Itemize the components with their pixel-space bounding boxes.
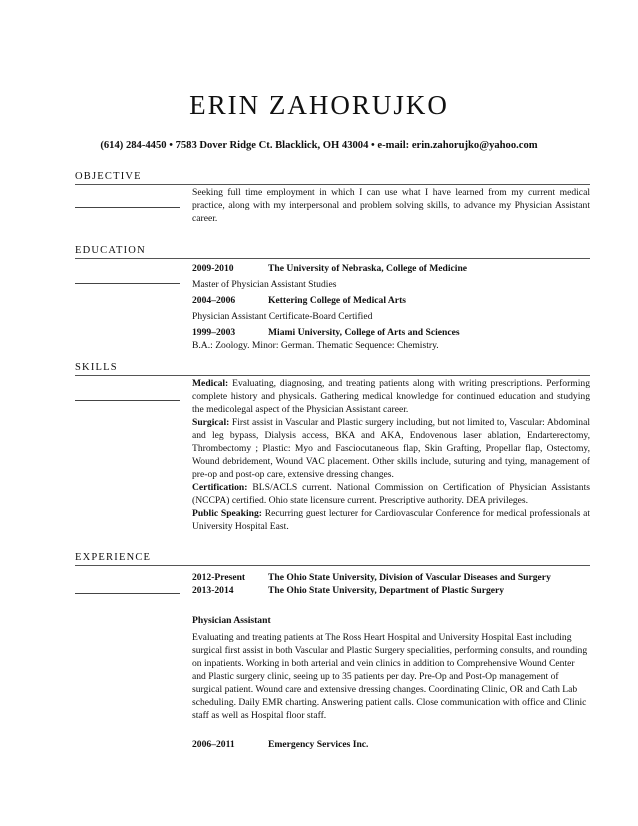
education-entry — [192, 262, 590, 275]
section-heading-experience: EXPERIENCE — [75, 552, 590, 566]
experience-entry — [192, 738, 590, 751]
objective-content — [192, 186, 590, 225]
section-heading-education: EDUCATION — [75, 245, 590, 259]
section-heading-objective: OBJECTIVE — [75, 171, 590, 185]
experience-years: 2012-Present — [192, 572, 246, 583]
role-description: Evaluating and treating patients at The Ross Heart Hospital and University Hospital East including surgical first assist in both Vascular and Plastic Surgery specialities, performing consults, and rounding on inpatients. Working in both arterial and vein clinics in addition to Comprehensive Wound Center and Plastic surgery clinic, seeing up to 35 patients per day. Pre-Op and Post-Op management of surgical patient. Wound care and extensive dressing changes. Coordinating Clinic, OR and Cath Lab scheduling. Daily EMR charting. Answering patient calls. Close communication with office and Clinic staff as well as Hospital floor staff. — [192, 632, 588, 721]
skill-label: Certification: — [192, 482, 248, 493]
experience-org: Emergency Services Inc. — [268, 739, 369, 750]
section-heading-skills: SKILLS — [75, 362, 590, 376]
experience-years: 2006–2011 — [192, 739, 235, 750]
skill-label: Medical: — [192, 378, 229, 389]
section-rule — [75, 400, 180, 401]
education-years: 2009-2010 — [192, 263, 234, 274]
skill-label: Surgical: — [192, 417, 230, 428]
education-detail: B.A.: Zoology. Minor: German. Thematic Sequence: Chemistry. — [192, 340, 439, 351]
section-rule — [75, 283, 180, 284]
education-detail: Physician Assistant Certificate-Board Certified — [192, 311, 373, 322]
experience-content — [192, 571, 590, 751]
skill-public-speaking — [192, 507, 590, 533]
skills-content — [192, 377, 590, 533]
education-school: Kettering College of Medical Arts — [268, 295, 406, 306]
education-school: Miami University, College of Arts and Sciences — [268, 327, 460, 338]
experience-entry — [192, 584, 590, 597]
experience-org: The Ohio State University, Division of Vascular Diseases and Surgery — [268, 572, 551, 583]
contact-line: (614) 284-4450 • 7583 Dover Ridge Ct. Blacklick, OH 43004 • e-mail: erin.zahorujko@yahoo.com — [100, 140, 538, 151]
skill-text: First assist in Vascular and Plastic surgery including, but not limited to, Vascular: Abdominal and leg bypass, Dialysis access, BKA and AKA, Endovenous laser ablation, Endarterectomy, Thrombectomy ; Plastic: Myo and Fasciocutaneous flap, Skin Grafting, Propellar flap, Ostectomy, Wound debridement, Wound VAC placement. Other skills include, suturing and tying, management of pre-op and post-op care, extensive dressing changes. — [192, 417, 590, 480]
section-rule — [75, 593, 180, 594]
education-school: The University of Nebraska, College of Medicine — [268, 263, 468, 274]
skill-text: Evaluating, diagnosing, and treating patients along with writing prescriptions. Performing complete history and physicals. Gathering medical knowledge for continued education and studying the medicolegal aspect of the Physician Assistant career. — [192, 378, 590, 415]
education-years: 1999–2003 — [192, 327, 236, 338]
section-rule — [75, 207, 180, 208]
objective-text: Seeking full time employment in which I can use what I have learned from my current medical practice, along with my interpersonal and problem solving skills, to advance my Physician Assistant career. — [192, 187, 590, 224]
skill-medical — [192, 377, 590, 416]
education-content — [192, 262, 590, 352]
skill-text: Recurring guest lecturer for Cardiovascular Conference for medical professionals at University Hospital East. — [192, 508, 590, 532]
education-years: 2004–2006 — [192, 295, 236, 306]
experience-years: 2013-2014 — [192, 585, 234, 596]
skill-label: Public Speaking: — [192, 508, 262, 519]
candidate-name: ERIN ZAHORUJKO — [189, 90, 449, 120]
experience-entry — [192, 571, 590, 584]
skill-certification — [192, 481, 590, 507]
role-title: Physician Assistant — [192, 615, 271, 626]
experience-org: The Ohio State University, Department of Plastic Surgery — [268, 585, 505, 596]
education-entry — [192, 326, 590, 339]
education-entry — [192, 294, 590, 307]
skill-text: BLS/ACLS current. National Commission on Certification of Physician Assistants (NCCPA) certified. Ohio state licensure current. Prescriptive authority. DEA privileges. — [192, 482, 590, 506]
skill-surgical — [192, 416, 590, 481]
education-detail: Master of Physician Assistant Studies — [192, 279, 337, 290]
